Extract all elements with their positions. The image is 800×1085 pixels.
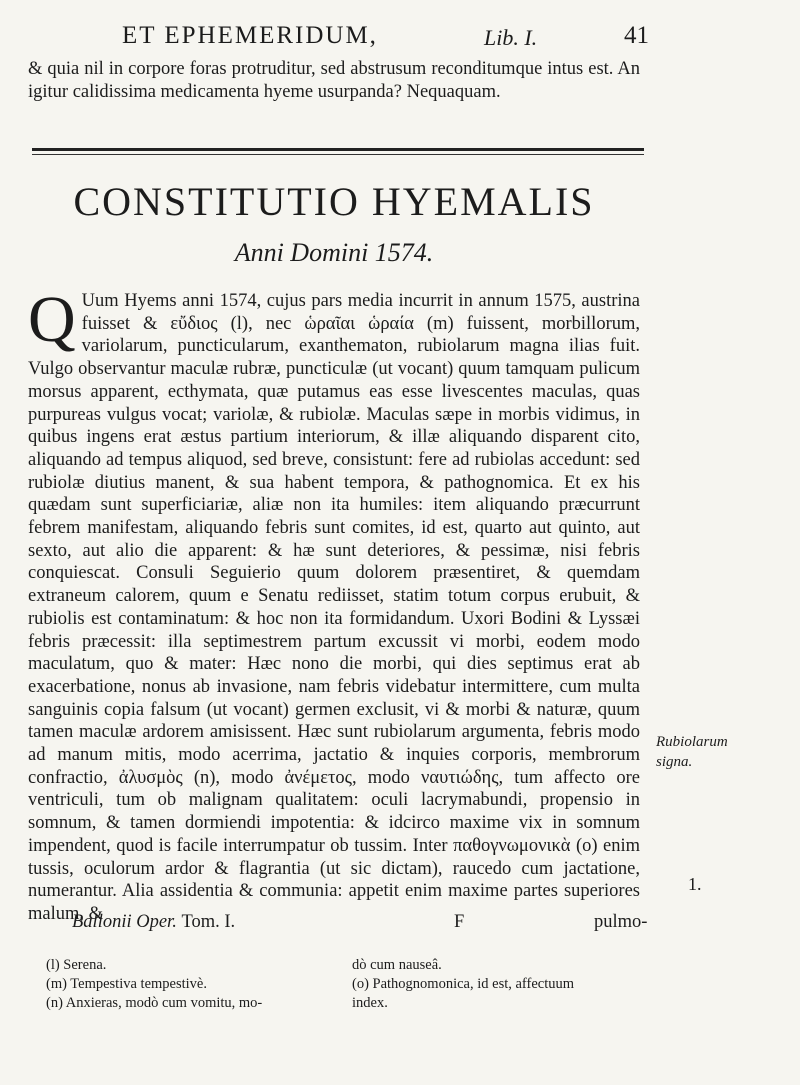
divider-thin-rule bbox=[32, 154, 644, 155]
running-title: ET EPHEMERIDUM, bbox=[122, 22, 378, 49]
top-paragraph: & quia nil in corpore foras protruditur, sed abstrusum reconditumque intus est. An igitur calidissima medicamenta hyeme usurpanda? Nequaquam. bbox=[28, 59, 640, 102]
signature-tom: Tom. I. bbox=[181, 912, 236, 932]
main-paragraph bbox=[28, 283, 640, 926]
margin-note bbox=[656, 732, 766, 772]
section-subtitle: Anni Domini 1574. bbox=[234, 238, 434, 267]
drop-cap: Q bbox=[28, 283, 76, 356]
divider-thick-rule bbox=[32, 148, 644, 151]
signature-line bbox=[28, 912, 648, 936]
section-title: CONSTITUTIO HYEMALIS bbox=[73, 179, 595, 224]
margin-note-line-1: Rubiolarum bbox=[656, 734, 728, 750]
margin-number: 1. bbox=[688, 874, 702, 894]
signature-work bbox=[72, 912, 235, 933]
footnote-o: (o) Pathognomonica, id est, affectuum bbox=[352, 976, 575, 992]
margin-note-line-2: signa. bbox=[656, 754, 693, 770]
signature-letter: F bbox=[454, 912, 465, 932]
footnote-m: (m) Tempestiva tempestivè. bbox=[46, 976, 207, 992]
catchword: pulmo- bbox=[594, 912, 648, 932]
footnote-o-continued: index. bbox=[352, 995, 388, 1011]
book-label: Lib. I. bbox=[484, 25, 538, 50]
running-header bbox=[0, 22, 800, 54]
footnote-l: (l) Serena. bbox=[46, 957, 107, 973]
signature-work-title: Ballonii Oper. bbox=[72, 912, 177, 932]
main-paragraph-text: Uum Hyems anni 1574, cujus pars media incurrit in annum 1575, austrina fuisset & εὔδιος (l), nec ὡραῖαι ὡραία (m) fuissent, morbillorum, variolarum, puncticularum, exanthematon, rubiolarum magna ilias fuit. Vulgo observantur maculæ rubræ, puncticulæ (ut vocant) quum tamquam pulicum morsus apparent, ecthymata, quæ putamus eas esse livescentes maculas, quas purpureas vulgus vocat; variolæ, & rubiolæ. Maculas sæpe in morbis vidimus, in quibus ingens erat æstus partium interiorum, & illæ aliquando disparent cito, aliquando ad tempus aliquod, sed breve, consistunt: fere ad rubiolas accedunt: sed rubiolæ diutius manent, & sua habent tempora, & pathognomica. Et ex his quædam sunt superficiariæ, aliæ non ita humiles: item aliquando præcurrunt febrem manifestam, aliquando febris sunt comites, id est, quarto aut quinto, aut sexto, aut alio die apparent: & hæ sunt deteriores, & pessimæ, nisi febris conquiescat. Consuli Seguierio quum dolorem præsentiret, & quemdam extraneum calorem, quum e Senatu rediisset, statim totum corpus erubuit, & rubiolis est contaminatum: & hoc non ita formidandum. Uxori Bodini & Lyssæi febris præcessit: illa septimestrem partum excussit vi morbi, eodem modo maculatum, quo & mater: Hæc nono die morbi, qui dies septimus erat ab exacerbatione, nonus ab invasione, nam febris videbatur intermittere, cum multa sanguinis copia falsum (ut vocant) germen exclusit, vi & morbi & naturæ, quum tamen maculæ ardorem amisissent. Hæc sunt rubiolarum argumenta, febris modo ad manum mitis, modo acerrima, jactatio & inquies corporis, membrorum confractio, ἀλυσμὸς (n), modo ἀνέμετος, modo ναυτιώδης, tum affecto ore ventriculi, tum ob malignam qualitatem: oculi lacrymabundi, propensio in somnum, & tamen dormiendi impotentia: & idcirco maxime vix in somnum impendent, quod is facile interrumpatur ob tussim. Inter παθογνωμονικὰ (o) enim tussis, oculorum ardor & flagrantia (ut sic dictam), raucedo cum jactatione, numerantur. Alia assidentia & communia: appetit enim maxime partes superiores malum, & bbox=[28, 291, 640, 924]
footnote-n: (n) Anxieras, modò cum vomitu, mo- bbox=[46, 995, 263, 1011]
page-number: 41 bbox=[624, 22, 649, 49]
footnote-n-continued: dò cum nauseâ. bbox=[352, 957, 442, 973]
footnotes-left-column bbox=[46, 956, 336, 1013]
footnotes-right-column bbox=[352, 956, 652, 1013]
section-divider bbox=[32, 148, 644, 158]
